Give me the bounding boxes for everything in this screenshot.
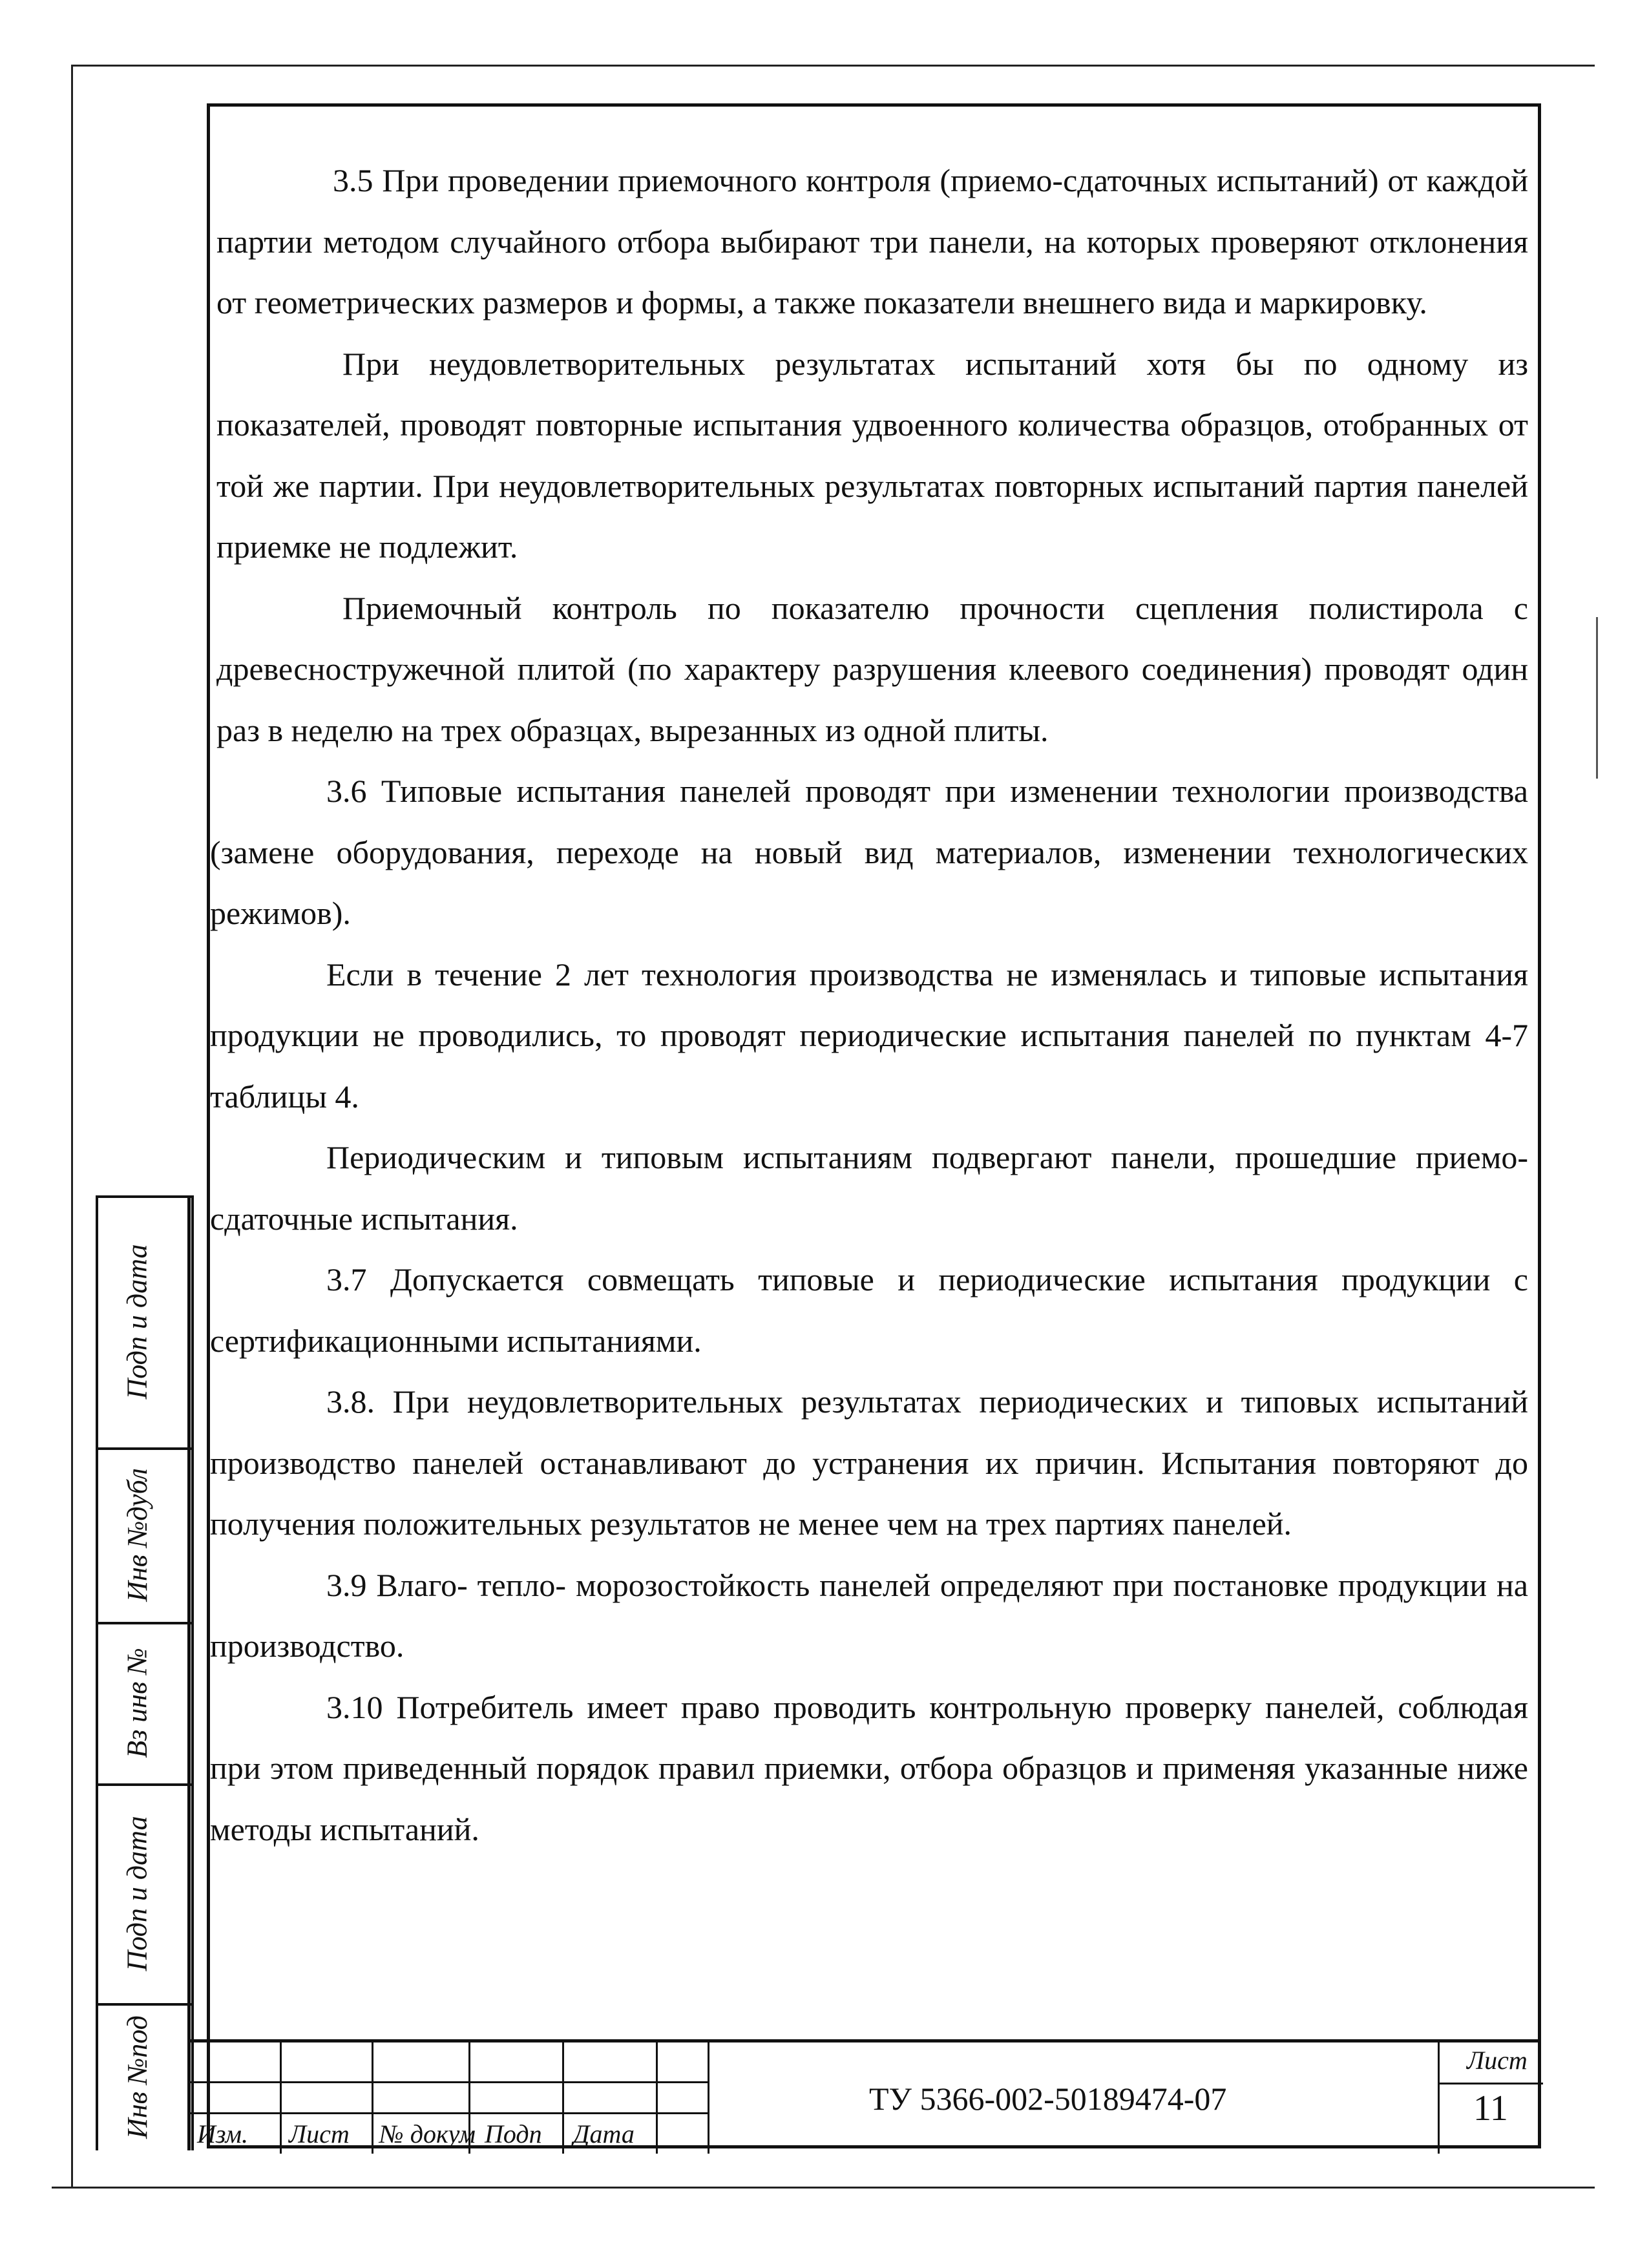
title-block-col-sheet: Лист — [289, 2119, 350, 2148]
title-block-col-change: Изм. — [197, 2119, 249, 2148]
sheet-border-left — [71, 65, 73, 2187]
side-label-sign-date-2: Подп и дата — [121, 1815, 153, 1971]
paragraph-3-9: 3.9 Влаго- тепло- морозостойкость панелей определяют при постановке продукции на производство. — [210, 1566, 1528, 1664]
sheet-label: Лист — [1467, 2046, 1528, 2075]
paragraph-3-5: 3.5 При проведении приемочного контроля (приемо-сдаточных испытаний) от каждой партии методом случайного отбора выбирают три панели, на которых проверяют отклонения от геометрических размеров и формы, а также показатели внешнего вида и маркировку. — [216, 162, 1528, 320]
document-code: ТУ 5366-002-50189474-07 — [869, 2081, 1227, 2117]
side-stamp-column — [96, 1195, 191, 2150]
scan-edge-mark — [1596, 617, 1598, 779]
paragraph-3-7: 3.7 Допускается совмещать типовые и периодические испытания продукции с сертификационными испытаниями. — [210, 1261, 1528, 1359]
title-block-col-date: Дата — [573, 2119, 635, 2148]
side-label-replacement-inv: Вз инв № — [121, 1647, 153, 1758]
sheet-border-bottom — [52, 2187, 1595, 2189]
paragraph-tested-panels: Периодическим и типовым испытаниям подвергают панели, прошедшие приемо-сдаточные испытания. — [210, 1139, 1528, 1237]
paragraph-adhesion-control: Приемочный контроль по показателю прочности сцепления полистирола с древесностружечной плитой (по характеру разрушения клеевого соединения) проводят один раз в неделю на трех образцах, вырезанных из одной плиты. — [216, 589, 1528, 748]
side-label-dup-inv: Инв №дубл — [121, 1467, 153, 1602]
paragraph-retest: При неудовлетворительных результатах испытаний хотя бы по одному из показателей, проводят повторные испытания удвоенного количества образцов, отобранных от той же партии. При неудовлетворительных результатах повторных испытаний партия панелей приемке не подлежит. — [216, 345, 1528, 565]
paragraph-periodic-tests: Если в течение 2 лет технология производства не изменялась и типовые испытания продукции не проводились, то проводят периодические испытания панелей по пунктам 4-7 таблицы 4. — [210, 956, 1528, 1115]
document-body — [210, 150, 1538, 1860]
side-label-sign-date-1: Подп и дата — [121, 1243, 153, 1400]
title-block-col-signature: Подп — [485, 2119, 542, 2148]
paragraph-3-8: 3.8. При неудовлетворительных результатах периодических и типовых испытаний производство панелей останавливают до устранения их причин. Испытания повторяют до получения положительных результатов не менее чем на трех партиях панелей. — [210, 1383, 1528, 1542]
title-block — [191, 2039, 1541, 2150]
paragraph-3-6: 3.6 Типовые испытания панелей проводят при изменении технологии производства (замене оборудования, переходе на новый вид материалов, изменении технологических режимов). — [210, 773, 1528, 931]
paragraph-3-10: 3.10 Потребитель имеет право проводить контрольную проверку панелей, соблюдая при этом приведенный порядок правил приемки, отбора образцов и применяя указанные ниже методы испытаний. — [210, 1688, 1528, 1847]
side-label-original-inv: Инв №под — [121, 2015, 153, 2139]
title-block-col-doc-number: № докум — [379, 2119, 476, 2148]
sheet-border-top — [71, 65, 1595, 67]
sheet-number: 11 — [1473, 2088, 1508, 2128]
